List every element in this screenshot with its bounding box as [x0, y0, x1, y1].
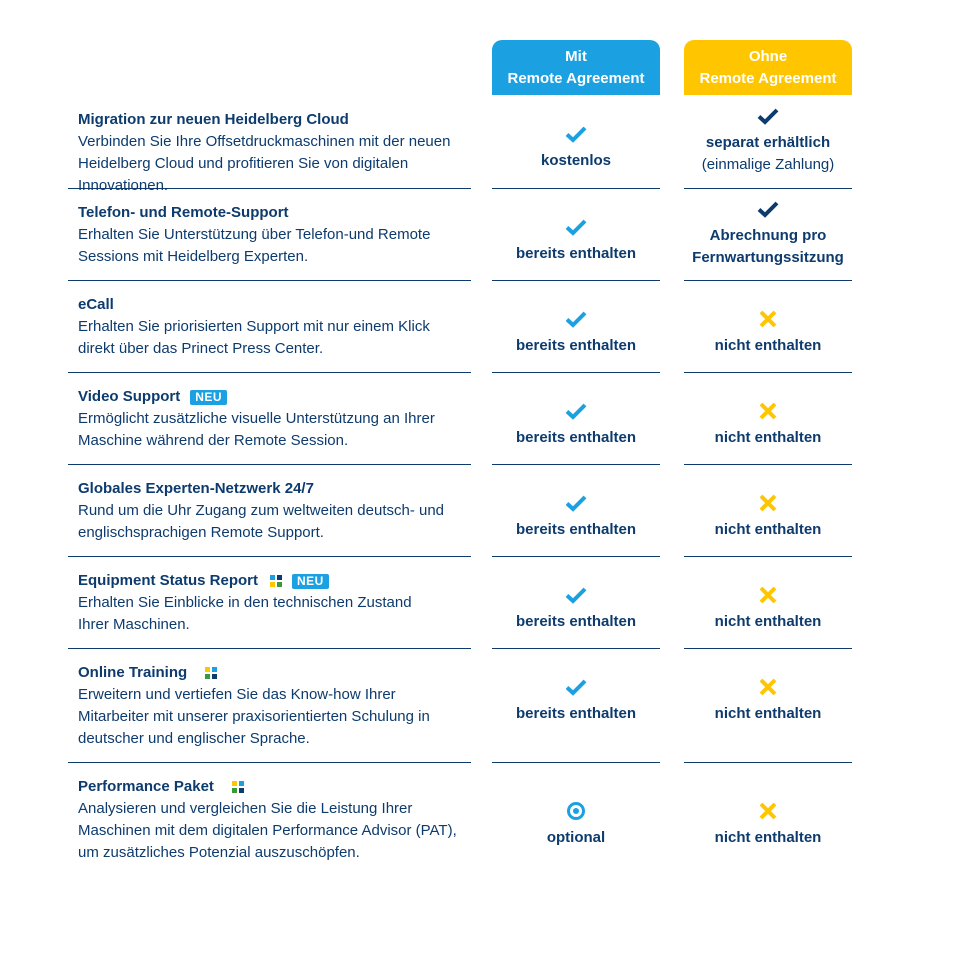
with-agreement-status: bereits enthalten	[515, 613, 637, 630]
feature-text-line: Maschine während der Remote Session.	[78, 432, 349, 449]
cross-icon	[756, 491, 780, 515]
with-agreement-status: bereits enthalten	[515, 337, 637, 354]
with-agreement-status: bereits enthalten	[515, 245, 637, 262]
feature-title	[78, 386, 471, 408]
feature-title-text: Performance Paket	[78, 778, 214, 795]
cross-icon	[756, 675, 780, 699]
feature-text-line: direkt über das Prinect Press Center.	[78, 340, 324, 357]
app-grid-icon	[232, 781, 244, 793]
with-agreement-cell	[492, 557, 660, 649]
feature-row-performance-package	[0, 763, 960, 873]
feature-description	[68, 557, 471, 649]
without-agreement-status: nicht enthalten	[714, 521, 822, 538]
without-agreement-cell	[684, 95, 852, 189]
feature-text-line: Sessions mit Heidelberg Experten.	[78, 248, 309, 265]
without-agreement-note: (einmalige Zahlung)	[701, 156, 835, 173]
new-badge: NEU	[190, 390, 227, 405]
without-agreement-note: Fernwartungssitzung	[692, 249, 844, 266]
feature-title: Migration zur neuen Heidelberg Cloud	[78, 111, 349, 128]
feature-description	[68, 763, 471, 873]
with-agreement-status: bereits enthalten	[515, 705, 637, 722]
column-header-without-line2: Remote Agreement	[699, 69, 837, 87]
cross-icon	[756, 307, 780, 331]
with-agreement-status: bereits enthalten	[515, 429, 637, 446]
check-icon	[564, 307, 588, 331]
feature-text-line: Mitarbeiter mit unserer praxisorientierten Schulung in	[78, 708, 430, 725]
feature-text-line: Analysieren und vergleichen Sie die Leistung Ihrer	[78, 800, 413, 817]
feature-description	[68, 281, 471, 373]
cross-icon	[756, 583, 780, 607]
with-agreement-cell	[492, 465, 660, 557]
with-agreement-cell	[492, 649, 660, 763]
radio-dot-icon	[564, 799, 588, 823]
check-icon	[564, 675, 588, 699]
check-icon	[756, 104, 780, 128]
feature-description	[68, 189, 471, 281]
feature-text-line: Erweitern und vertiefen Sie das Know-how Ihrer	[78, 686, 396, 703]
cross-icon	[756, 399, 780, 423]
without-agreement-cell	[684, 281, 852, 373]
feature-title-text: Video Support	[78, 388, 181, 405]
check-icon	[564, 399, 588, 423]
column-header-with-line1: Mit	[565, 47, 587, 65]
without-agreement-status: nicht enthalten	[714, 705, 822, 722]
feature-title-text: Online Training	[78, 664, 188, 681]
feature-text-line: Maschinen mit dem digitalen Performance Advisor (PAT),	[78, 822, 457, 839]
without-agreement-cell	[684, 763, 852, 873]
column-header-with-line2: Remote Agreement	[507, 69, 645, 87]
without-agreement-cell	[684, 557, 852, 649]
check-icon	[564, 215, 588, 239]
without-agreement-cell	[684, 189, 852, 281]
feature-row-phone-remote-support	[0, 189, 960, 281]
with-agreement-status: kostenlos	[540, 152, 612, 169]
with-agreement-cell	[492, 95, 660, 189]
feature-description	[68, 465, 471, 557]
feature-text-line: englischsprachigen Remote Support.	[78, 524, 324, 541]
feature-row-video-support	[0, 373, 960, 465]
feature-description	[68, 649, 471, 763]
check-icon	[564, 491, 588, 515]
with-agreement-cell	[492, 763, 660, 873]
feature-row-expert-network	[0, 465, 960, 557]
with-agreement-cell	[492, 373, 660, 465]
column-header-without-agreement	[684, 40, 852, 95]
without-agreement-status: nicht enthalten	[714, 829, 822, 846]
feature-text-line: Verbinden Sie Ihre Offsetdruckmaschinen mit der neuen	[78, 133, 451, 150]
feature-text-line: Erhalten Sie Einblicke in den technischen Zustand	[78, 594, 412, 611]
feature-text-line: Erhalten Sie priorisierten Support mit nur einem Klick	[78, 318, 430, 335]
feature-title	[78, 570, 471, 592]
feature-text-line: Heidelberg Cloud und profitieren Sie von digitalen Innovationen.	[78, 155, 409, 194]
feature-title-text: Equipment Status Report	[78, 572, 259, 589]
without-agreement-status: nicht enthalten	[714, 337, 822, 354]
feature-description	[68, 95, 471, 194]
feature-title: Globales Experten-Netzwerk 24/7	[78, 480, 314, 497]
without-agreement-status: nicht enthalten	[714, 429, 822, 446]
without-agreement-status: separat erhältlich	[705, 134, 831, 151]
without-agreement-cell	[684, 649, 852, 763]
new-badge: NEU	[292, 574, 329, 589]
feature-title: eCall	[78, 296, 114, 313]
with-agreement-status: bereits enthalten	[515, 521, 637, 538]
feature-row-cloud-migration	[0, 95, 960, 194]
column-header-with-agreement	[492, 40, 660, 95]
feature-text-line: um zusätzliches Potenzial auszuschöpfen.	[78, 844, 360, 861]
app-grid-icon	[270, 575, 282, 587]
feature-text-line: Rund um die Uhr Zugang zum weltweiten deutsch- und	[78, 502, 445, 519]
check-icon	[564, 583, 588, 607]
feature-title	[78, 662, 471, 684]
feature-text-line: Erhalten Sie Unterstützung über Telefon-und Remote	[78, 226, 431, 243]
without-agreement-status: nicht enthalten	[714, 613, 822, 630]
feature-title	[78, 776, 471, 798]
without-agreement-status: Abrechnung pro	[709, 227, 827, 244]
cross-icon	[756, 799, 780, 823]
app-grid-icon	[205, 667, 217, 679]
feature-row-ecall	[0, 281, 960, 373]
column-header-without-line1: Ohne	[748, 47, 788, 65]
feature-text-line: Ermöglicht zusätzliche visuelle Unterstützung an Ihrer	[78, 410, 435, 427]
check-icon	[564, 122, 588, 146]
check-icon	[756, 197, 780, 221]
with-agreement-cell	[492, 189, 660, 281]
feature-row-equipment-status-report	[0, 557, 960, 649]
feature-text-line: Ihrer Maschinen.	[78, 616, 190, 633]
with-agreement-cell	[492, 281, 660, 373]
without-agreement-cell	[684, 465, 852, 557]
feature-description	[68, 373, 471, 465]
feature-title: Telefon- und Remote-Support	[78, 204, 289, 221]
with-agreement-status: optional	[546, 829, 606, 846]
feature-text-line: deutscher und englischer Sprache.	[78, 730, 310, 747]
feature-row-online-training	[0, 649, 960, 763]
without-agreement-cell	[684, 373, 852, 465]
